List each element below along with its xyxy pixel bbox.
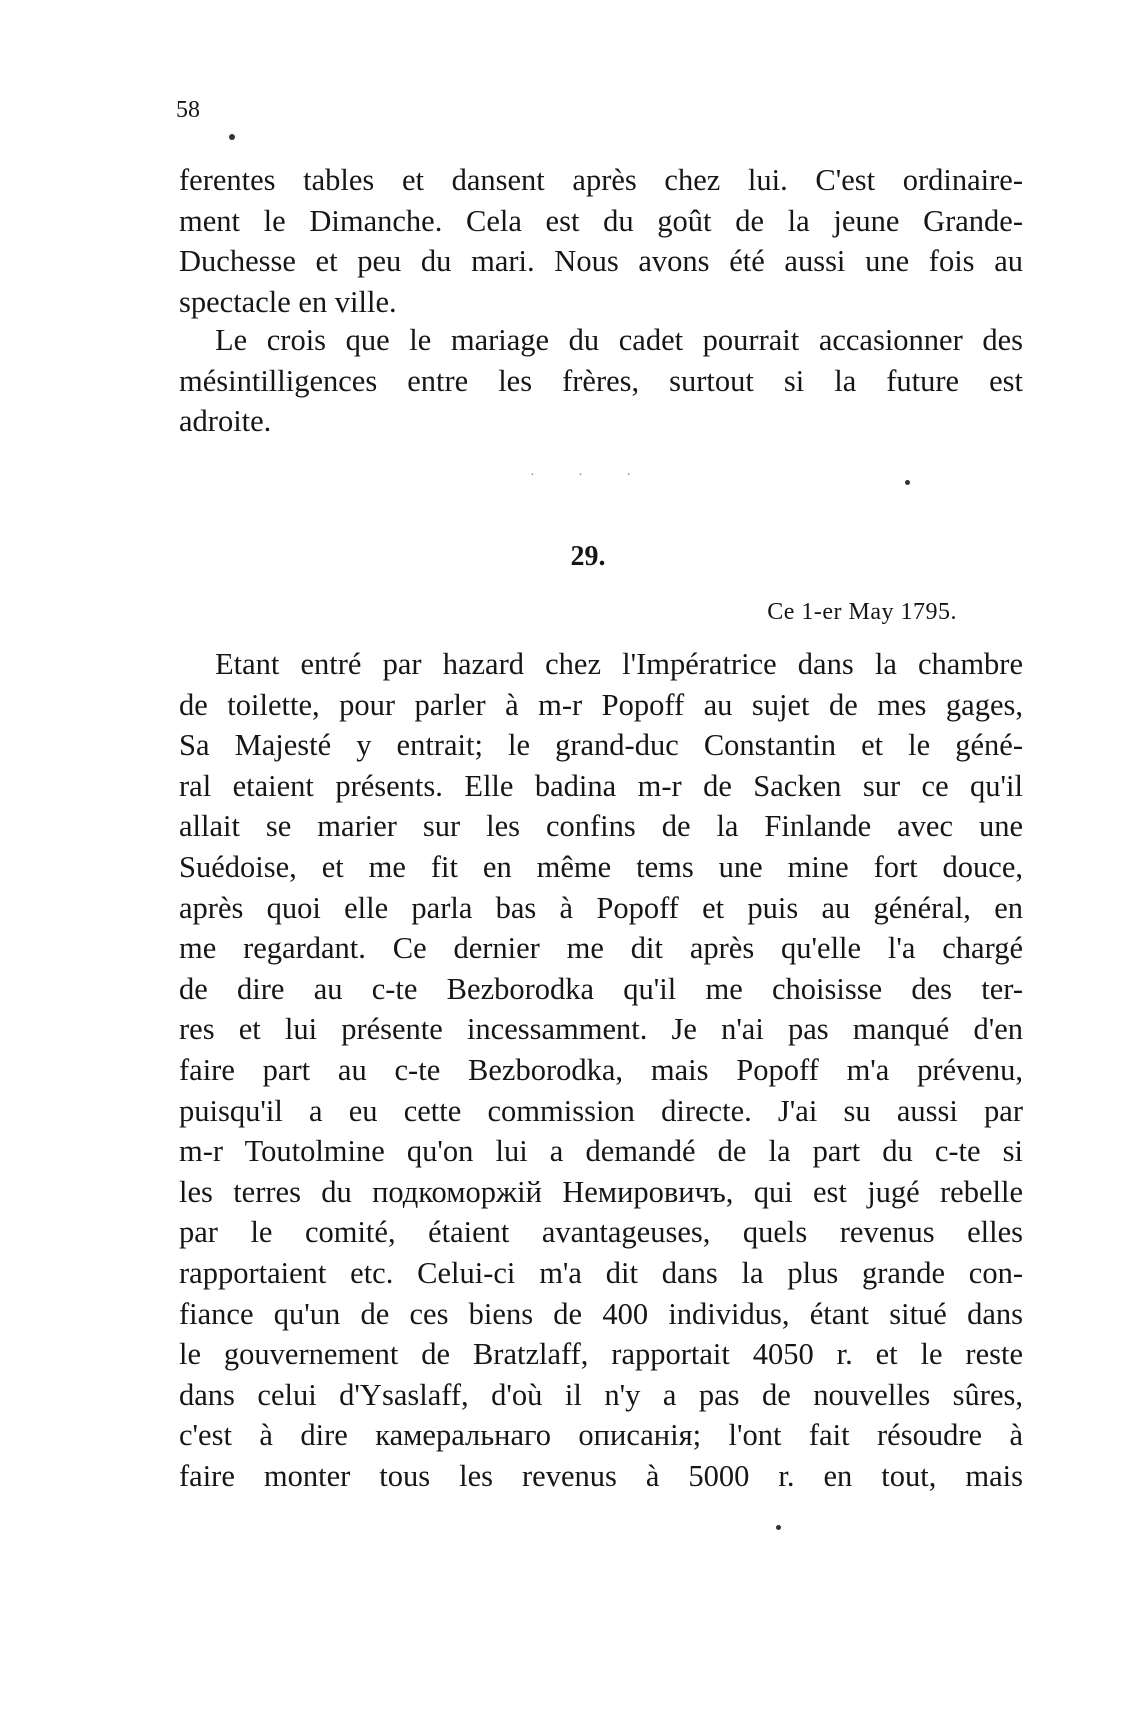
text-line: ral etaient présents. Elle badina m-r de Sacken sur ce qu'il bbox=[179, 768, 1023, 803]
text-line: après quoi elle parla bas à Popoff et puis au général, en bbox=[179, 890, 1023, 925]
ink-speck-dot bbox=[905, 480, 910, 485]
text-line: Le crois que le mariage du cadet pourrait accasionner des bbox=[215, 323, 1023, 357]
letter-body bbox=[179, 644, 1023, 1496]
text-line: par le comité, étaient avantageuses, quels revenus elles bbox=[179, 1215, 1023, 1250]
text-line: puisqu'il a eu cette commission directe. J'ai su aussi par bbox=[179, 1093, 1023, 1128]
ink-speck-dot bbox=[776, 1525, 781, 1530]
text-line: ment le Dimanche. Cela est du goût de la jeune Grande- bbox=[179, 203, 1023, 238]
text-line: fiance qu'un de ces biens de 400 individus, étant situé dans bbox=[179, 1296, 1023, 1331]
section-number: 29. bbox=[570, 541, 606, 572]
page-number: 58 bbox=[176, 97, 200, 123]
text-line: de toilette, pour parler à m-r Popoff au sujet de mes gages, bbox=[179, 687, 1023, 722]
text-line: Suédoise, et me fit en même tems une mine fort douce, bbox=[179, 849, 1023, 884]
text-line: le gouvernement de Bratzlaff, rapportait 4050 r. et le reste bbox=[179, 1337, 1023, 1372]
text-line: res et lui présente incessamment. Je n'ai pas manqué d'en bbox=[179, 1012, 1023, 1047]
text-line: me regardant. Ce dernier me dit après qu'elle l'a chargé bbox=[179, 931, 1023, 966]
stray-marks: · · · bbox=[530, 468, 651, 483]
second-paragraph bbox=[179, 320, 1023, 442]
text-line: Etant entré par hazard chez l'Impératrice dans la chambre bbox=[215, 647, 1023, 681]
ink-speck-dot bbox=[229, 134, 235, 140]
letter-dateline: Ce 1-er May 1795. bbox=[767, 599, 957, 625]
text-line: allait se marier sur les confins de la Finlande avec une bbox=[179, 809, 1023, 844]
text-line: faire monter tous les revenus à 5000 r. en tout, mais bbox=[179, 1458, 1023, 1493]
text-line: adroite. bbox=[179, 404, 272, 439]
text-line: spectacle en ville. bbox=[179, 284, 397, 319]
text-line: c'est à dire камеральнаго описанія; l'ont fait résoudre à bbox=[179, 1418, 1023, 1453]
text-line: de dire au c-te Bezborodka qu'il me choisisse des ter- bbox=[179, 971, 1023, 1006]
text-line: dans celui d'Ysaslaff, d'où il n'y a pas de nouvelles sûres, bbox=[179, 1377, 1023, 1412]
text-line: Duchesse et peu du mari. Nous avons été aussi une fois au bbox=[179, 244, 1023, 279]
text-line: rapportaient etc. Celui-ci m'a dit dans la plus grande con- bbox=[179, 1255, 1023, 1290]
text-line: mésintilligences entre les frères, surtout si la future est bbox=[179, 363, 1023, 398]
text-line: les terres du подкоморжій Немировичъ, qui est jugé rebelle bbox=[179, 1174, 1023, 1209]
text-line: ferentes tables et dansent après chez lui. C'est ordinaire- bbox=[179, 163, 1023, 197]
text-line: m-r Toutolmine qu'on lui a demandé de la part du c-te si bbox=[179, 1134, 1023, 1169]
continuation-paragraph bbox=[179, 160, 1023, 322]
text-line: faire part au c-te Bezborodka, mais Popoff m'a prévenu, bbox=[179, 1052, 1023, 1087]
text-line: Sa Majesté y entrait; le grand-duc Constantin et le géné- bbox=[179, 728, 1023, 763]
